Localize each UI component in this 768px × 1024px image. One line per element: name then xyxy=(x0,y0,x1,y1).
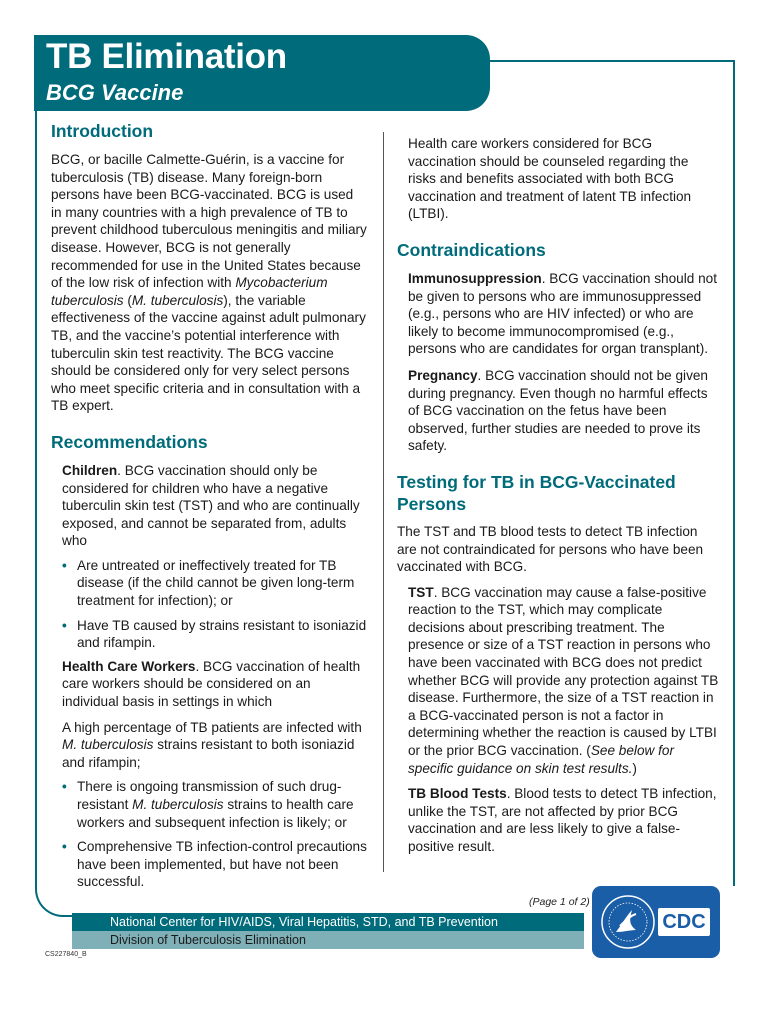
column-divider xyxy=(383,132,384,872)
bullet-icon: • xyxy=(62,557,67,573)
introduction-paragraph: BCG, or bacille Calmette-Guérin, is a vaccine for tuberculosis (TB) disease. Many foreign-born persons have been BCG-vaccinated. BCG is used in many countries with a high prevalence of TB to prevent childhood tuberculous meningitis and miliary disease. However, BCG is not generally recommended for use in the United States because of the low risk of infection with Mycobacterium tuberculosis (M. tuberculosis), the variable effectiveness of the vaccine against adult pulmonary TB, and the vaccine’s potential interference with tuberculin skin test reactivity. The BCG vaccine should be considered only for very select persons who meet specific criteria and in consultation with a TB expert. xyxy=(51,152,367,414)
title-banner xyxy=(34,35,490,111)
health-care-workers-paragraph: Health Care Workers. BCG vaccination of health care workers should be considered on an individual basis in settings in which xyxy=(62,658,361,710)
children-bullet-list xyxy=(51,557,367,652)
health-care-workers-bullet-list xyxy=(51,778,367,891)
bullet-icon: • xyxy=(62,779,67,795)
page-subtitle: BCG Vaccine xyxy=(46,80,184,105)
immunosuppression-paragraph: Immunosuppression. BCG vaccination should not be given to persons who are immunosuppressed (e.g., persons who are HIV infected) or who are likely to become immunocompromised (e.g., persons who are candidates for organ transplant). xyxy=(408,270,717,357)
frame-right-line xyxy=(733,60,735,886)
testing-heading: Testing for TB in BCG-Vaccinated Persons xyxy=(397,471,676,514)
left-column xyxy=(51,120,367,891)
pregnancy-paragraph: Pregnancy. BCG vaccination should not be given during pregnancy. Even though no harmful effects of BCG vaccination on the fetus have been observed, further studies are needed to prove its safety. xyxy=(408,367,708,454)
bullet-icon: • xyxy=(62,617,67,633)
list-item: • Comprehensive TB infection-control precautions have been implemented, but have not been successful. xyxy=(62,839,367,890)
page-title: TB Elimination xyxy=(46,37,287,76)
frame-left-line xyxy=(35,110,37,890)
list-item: • Have TB caused by strains resistant to isoniazid and rifampin. xyxy=(62,617,367,651)
list-item: • There is ongoing transmission of such drug-resistant M. tuberculosis strains to health care workers and subsequent infection is likely; or xyxy=(62,779,354,830)
hcw-counseling-paragraph: Health care workers considered for BCG vaccination should be counseled regarding the risks and benefits associated with both BCG vaccination and treatment of latent TB infection (LTBI). xyxy=(408,136,692,222)
tst-paragraph: TST. BCG vaccination may cause a false-positive reaction to the TST, which may complicate decisions about prescribing treatment. The presence or size of a TST reaction in persons who have been vaccinated with BCG does not predict whether BCG will provide any protection against TB disease. Furthermore, the size of a TST reaction in a BCG-vaccinated person is not a factor in determining whether the reaction is caused by LTBI or the prior BCG vaccination. (See below for specific guidance on skin test results.) xyxy=(408,584,719,776)
testing-intro-paragraph: The TST and TB blood tests to detect TB infection are not contraindicated for persons who have been vaccinated with BCG. xyxy=(397,523,704,575)
children-paragraph: Children. BCG vaccination should only be considered for children who have a negative tuberculin skin test (TST) and who are continually exposed, and cannot be separated from, adults who xyxy=(62,462,360,549)
introduction-heading: Introduction xyxy=(51,121,154,141)
right-column xyxy=(397,135,719,856)
cdc-logo xyxy=(592,886,720,958)
recommendations-heading: Recommendations xyxy=(51,431,208,452)
page-number: (Page 1 of 2) xyxy=(529,896,590,908)
frame-top-line xyxy=(480,60,735,62)
contraindications-heading: Contraindications xyxy=(397,239,546,260)
bullet-icon: • xyxy=(62,839,67,855)
footer-division-name: Division of Tuberculosis Elimination xyxy=(72,931,584,949)
high-percentage-paragraph: A high percentage of TB patients are infected with M. tuberculosis strains resistant to both isoniazid and rifampin; xyxy=(62,719,362,770)
document-code: CS227840_B xyxy=(45,951,87,958)
list-item: • Are untreated or ineffectively treated for TB disease (if the child cannot be given long-term treatment for infection); or xyxy=(62,557,355,609)
cdc-logo-text: CDC xyxy=(662,911,706,933)
tb-blood-tests-paragraph: TB Blood Tests. Blood tests to detect TB infection, unlike the TST, are not affected by prior BCG vaccination and are less likely to give a false-positive result. xyxy=(408,786,717,854)
footer-center-name: National Center for HIV/AIDS, Viral Hepatitis, STD, and TB Prevention xyxy=(72,913,584,931)
